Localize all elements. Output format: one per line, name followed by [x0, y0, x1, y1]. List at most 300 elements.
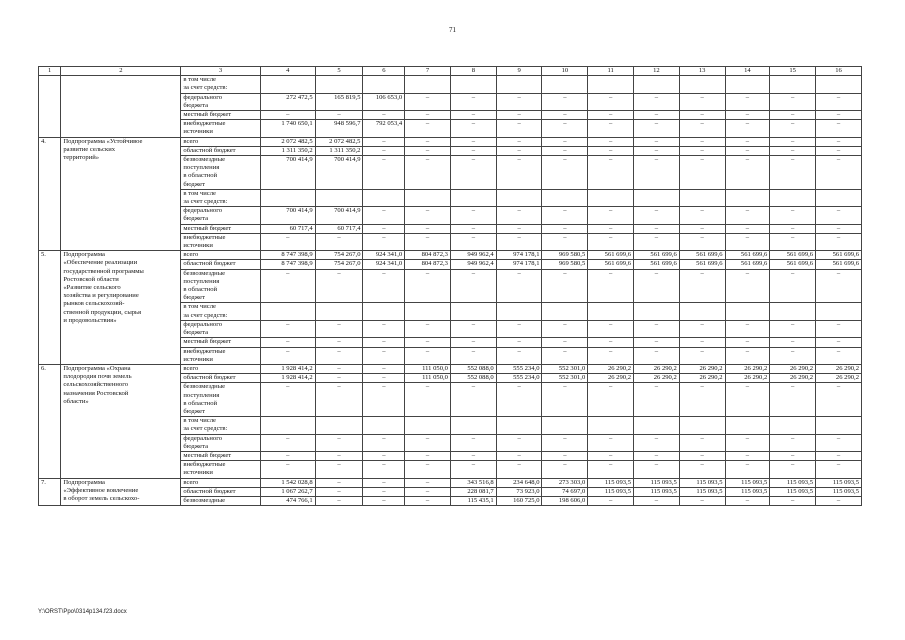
amount-cell: 1 740 650,1 — [260, 120, 315, 137]
amount-cell: 804 872,3 — [405, 251, 451, 260]
amount-cell: – — [405, 137, 451, 146]
amount-cell: – — [542, 120, 588, 137]
amount-cell: 561 699,6 — [816, 251, 862, 260]
amount-cell: – — [816, 347, 862, 364]
amount-cell: 2 072 482,5 — [315, 137, 363, 146]
amount-cell: 555 234,0 — [496, 374, 542, 383]
row-number-cell: 6. — [39, 364, 61, 478]
amount-cell: 60 717,4 — [315, 224, 363, 233]
amount-cell — [450, 417, 496, 434]
amount-cell: 228 081,7 — [450, 487, 496, 496]
amount-cell: – — [816, 224, 862, 233]
amount-cell — [450, 189, 496, 206]
funding-source-cell: внебюджетные источники — [181, 120, 260, 137]
amount-cell — [315, 189, 363, 206]
amount-cell: 115 093,5 — [816, 487, 862, 496]
amount-cell: – — [816, 93, 862, 110]
amount-cell: – — [770, 269, 816, 303]
amount-cell: 754 267,0 — [315, 251, 363, 260]
amount-cell: – — [816, 338, 862, 347]
amount-cell — [315, 303, 363, 320]
amount-cell — [363, 76, 405, 93]
amount-cell: 115 093,5 — [816, 478, 862, 487]
amount-cell: 561 699,6 — [588, 251, 634, 260]
amount-cell: 115 435,1 — [450, 496, 496, 505]
funding-source-cell: внебюджетные источники — [181, 233, 260, 250]
amount-cell: – — [405, 224, 451, 233]
amount-cell: – — [588, 137, 634, 146]
amount-cell: – — [770, 496, 816, 505]
amount-cell — [363, 303, 405, 320]
amount-cell: – — [634, 434, 680, 451]
amount-cell: – — [405, 338, 451, 347]
amount-cell: – — [542, 434, 588, 451]
amount-cell: – — [450, 338, 496, 347]
amount-cell: 948 596,7 — [315, 120, 363, 137]
amount-cell: – — [315, 320, 363, 337]
amount-cell — [679, 189, 725, 206]
amount-cell: – — [770, 146, 816, 155]
amount-cell: – — [363, 383, 405, 417]
amount-cell: – — [770, 347, 816, 364]
funding-source-cell: федерального бюджета — [181, 207, 260, 224]
amount-cell: – — [679, 207, 725, 224]
amount-cell — [260, 417, 315, 434]
amount-cell: – — [725, 156, 770, 190]
amount-cell: – — [363, 487, 405, 496]
amount-cell: – — [679, 156, 725, 190]
program-name-cell: Подпрограмма «Устойчивое развитие сельских территорий» — [61, 137, 181, 251]
amount-cell: – — [588, 224, 634, 233]
amount-cell: – — [542, 320, 588, 337]
amount-cell: 561 699,6 — [679, 251, 725, 260]
amount-cell: – — [679, 137, 725, 146]
funding-source-cell: областной бюджет — [181, 487, 260, 496]
amount-cell: 1 311 350,2 — [260, 146, 315, 155]
header-cell: 9 — [496, 67, 542, 76]
amount-cell: – — [496, 451, 542, 460]
amount-cell: 26 290,2 — [588, 364, 634, 373]
amount-cell: 234 648,0 — [496, 478, 542, 487]
amount-cell — [542, 303, 588, 320]
amount-cell: – — [679, 111, 725, 120]
amount-cell: – — [634, 320, 680, 337]
amount-cell: – — [363, 347, 405, 364]
amount-cell: 561 699,6 — [725, 260, 770, 269]
header-cell: 7 — [405, 67, 451, 76]
row-number-cell: 5. — [39, 251, 61, 365]
amount-cell — [816, 417, 862, 434]
row-number-cell — [39, 76, 61, 137]
amount-cell: 106 653,0 — [363, 93, 405, 110]
amount-cell: 561 699,6 — [588, 260, 634, 269]
amount-cell: 26 290,2 — [816, 364, 862, 373]
amount-cell: – — [679, 93, 725, 110]
amount-cell: – — [679, 224, 725, 233]
amount-cell: 974 178,1 — [496, 260, 542, 269]
amount-cell — [588, 189, 634, 206]
funding-source-cell: внебюджетные источники — [181, 347, 260, 364]
amount-cell: – — [405, 496, 451, 505]
funding-source-cell: в том числе за счет средств: — [181, 303, 260, 320]
amount-cell: 26 290,2 — [679, 374, 725, 383]
amount-cell — [816, 303, 862, 320]
amount-cell: – — [725, 269, 770, 303]
table-row — [39, 137, 862, 146]
amount-cell: – — [260, 233, 315, 250]
amount-cell: – — [588, 320, 634, 337]
amount-cell: – — [588, 496, 634, 505]
amount-cell: – — [260, 461, 315, 478]
amount-cell: – — [725, 451, 770, 460]
amount-cell: 754 267,0 — [315, 260, 363, 269]
amount-cell — [816, 189, 862, 206]
amount-cell: 552 301,0 — [542, 364, 588, 373]
amount-cell — [496, 189, 542, 206]
amount-cell: 115 093,5 — [634, 478, 680, 487]
amount-cell: – — [770, 93, 816, 110]
amount-cell: – — [450, 137, 496, 146]
amount-cell: 115 093,5 — [770, 487, 816, 496]
amount-cell: 1 542 028,8 — [260, 478, 315, 487]
amount-cell — [363, 189, 405, 206]
amount-cell: 111 050,0 — [405, 364, 451, 373]
amount-cell: – — [542, 383, 588, 417]
funding-source-cell: в том числе за счет средств: — [181, 76, 260, 93]
amount-cell: – — [816, 137, 862, 146]
amount-cell: – — [770, 224, 816, 233]
amount-cell: – — [816, 207, 862, 224]
amount-cell — [634, 76, 680, 93]
amount-cell: – — [679, 338, 725, 347]
amount-cell: 26 290,2 — [634, 374, 680, 383]
amount-cell: – — [260, 347, 315, 364]
amount-cell: 792 053,4 — [363, 120, 405, 137]
amount-cell: 26 290,2 — [634, 364, 680, 373]
amount-cell: 700 414,9 — [260, 156, 315, 190]
amount-cell — [634, 417, 680, 434]
funding-source-cell: местный бюджет — [181, 338, 260, 347]
amount-cell: – — [363, 156, 405, 190]
amount-cell: – — [770, 233, 816, 250]
amount-cell: – — [634, 146, 680, 155]
amount-cell: 115 093,5 — [588, 478, 634, 487]
funding-source-cell: местный бюджет — [181, 111, 260, 120]
amount-cell: – — [679, 347, 725, 364]
amount-cell: – — [363, 233, 405, 250]
amount-cell: – — [496, 434, 542, 451]
header-cell: 3 — [181, 67, 260, 76]
amount-cell: – — [260, 451, 315, 460]
header-cell: 12 — [634, 67, 680, 76]
amount-cell: 272 472,5 — [260, 93, 315, 110]
budget-table — [38, 66, 862, 506]
amount-cell: – — [542, 146, 588, 155]
funding-source-cell: внебюджетные источники — [181, 461, 260, 478]
amount-cell: 804 872,3 — [405, 260, 451, 269]
amount-cell: – — [363, 478, 405, 487]
funding-source-cell: всего — [181, 137, 260, 146]
amount-cell: – — [679, 120, 725, 137]
amount-cell: – — [679, 269, 725, 303]
amount-cell: – — [770, 451, 816, 460]
amount-cell — [725, 76, 770, 93]
amount-cell: – — [634, 338, 680, 347]
amount-cell: – — [405, 111, 451, 120]
program-name-cell — [61, 76, 181, 137]
amount-cell: – — [770, 137, 816, 146]
amount-cell: – — [588, 233, 634, 250]
funding-source-cell: областной бюджет — [181, 260, 260, 269]
amount-cell: – — [634, 461, 680, 478]
amount-cell: – — [450, 233, 496, 250]
amount-cell: 115 093,5 — [588, 487, 634, 496]
funding-source-cell: безвозмездные поступления в областной бюджет — [181, 269, 260, 303]
amount-cell: – — [634, 383, 680, 417]
header-cell: 1 — [39, 67, 61, 76]
amount-cell: – — [588, 461, 634, 478]
amount-cell: – — [725, 320, 770, 337]
amount-cell — [450, 76, 496, 93]
amount-cell: – — [542, 156, 588, 190]
amount-cell: – — [588, 434, 634, 451]
table-header-row — [39, 67, 862, 76]
amount-cell: – — [260, 111, 315, 120]
amount-cell: – — [363, 207, 405, 224]
amount-cell: – — [363, 374, 405, 383]
amount-cell: 561 699,6 — [634, 260, 680, 269]
amount-cell: – — [450, 451, 496, 460]
amount-cell: 1 311 350,2 — [315, 146, 363, 155]
amount-cell: 474 766,1 — [260, 496, 315, 505]
funding-source-cell: федерального бюджета — [181, 93, 260, 110]
amount-cell: – — [725, 120, 770, 137]
amount-cell: – — [496, 156, 542, 190]
amount-cell: – — [363, 137, 405, 146]
amount-cell: – — [496, 383, 542, 417]
amount-cell: 198 606,0 — [542, 496, 588, 505]
amount-cell: – — [634, 207, 680, 224]
amount-cell: 343 516,8 — [450, 478, 496, 487]
amount-cell: – — [816, 451, 862, 460]
amount-cell: – — [450, 383, 496, 417]
amount-cell: – — [405, 93, 451, 110]
amount-cell: 552 088,0 — [450, 364, 496, 373]
amount-cell: – — [363, 451, 405, 460]
header-cell: 5 — [315, 67, 363, 76]
amount-cell — [588, 76, 634, 93]
amount-cell — [770, 76, 816, 93]
amount-cell: 115 093,5 — [770, 478, 816, 487]
amount-cell: – — [450, 93, 496, 110]
amount-cell: 8 747 398,9 — [260, 251, 315, 260]
amount-cell: 552 301,0 — [542, 374, 588, 383]
amount-cell: 969 580,5 — [542, 260, 588, 269]
header-cell: 16 — [816, 67, 862, 76]
amount-cell: – — [405, 269, 451, 303]
amount-cell: – — [450, 320, 496, 337]
amount-cell: – — [679, 461, 725, 478]
header-cell: 11 — [588, 67, 634, 76]
amount-cell: – — [450, 461, 496, 478]
amount-cell: 26 290,2 — [770, 374, 816, 383]
amount-cell: – — [450, 207, 496, 224]
funding-source-cell: безвозмездные — [181, 496, 260, 505]
amount-cell: – — [405, 451, 451, 460]
amount-cell — [496, 417, 542, 434]
table-row — [39, 364, 862, 373]
amount-cell: 160 725,0 — [496, 496, 542, 505]
amount-cell: 115 093,5 — [634, 487, 680, 496]
amount-cell — [725, 417, 770, 434]
amount-cell: 2 072 482,5 — [260, 137, 315, 146]
amount-cell: 1 928 414,2 — [260, 364, 315, 373]
amount-cell — [725, 189, 770, 206]
amount-cell: – — [816, 233, 862, 250]
amount-cell: – — [725, 461, 770, 478]
amount-cell: – — [770, 120, 816, 137]
amount-cell: – — [634, 120, 680, 137]
budget-table-container — [38, 66, 862, 603]
amount-cell: 60 717,4 — [260, 224, 315, 233]
amount-cell: – — [496, 269, 542, 303]
file-path-footer: Y:\ORST\Ppo\0314p134.f23.docx — [38, 609, 127, 615]
amount-cell — [405, 189, 451, 206]
amount-cell: – — [725, 383, 770, 417]
amount-cell: – — [363, 320, 405, 337]
amount-cell: – — [315, 461, 363, 478]
amount-cell: 273 303,0 — [542, 478, 588, 487]
amount-cell: – — [363, 434, 405, 451]
amount-cell: – — [315, 434, 363, 451]
amount-cell: – — [363, 364, 405, 373]
amount-cell — [634, 303, 680, 320]
amount-cell: – — [405, 233, 451, 250]
amount-cell: – — [588, 383, 634, 417]
amount-cell: – — [770, 434, 816, 451]
amount-cell: 26 290,2 — [725, 374, 770, 383]
amount-cell: – — [405, 478, 451, 487]
amount-cell: – — [588, 93, 634, 110]
amount-cell: – — [315, 478, 363, 487]
amount-cell — [542, 417, 588, 434]
funding-source-cell: безвозмездные поступления в областной бюджет — [181, 383, 260, 417]
amount-cell: – — [450, 224, 496, 233]
amount-cell: – — [260, 434, 315, 451]
amount-cell — [315, 76, 363, 93]
amount-cell: – — [450, 434, 496, 451]
amount-cell — [634, 189, 680, 206]
amount-cell: – — [363, 224, 405, 233]
amount-cell: – — [679, 451, 725, 460]
funding-source-cell: местный бюджет — [181, 224, 260, 233]
amount-cell: – — [725, 338, 770, 347]
amount-cell — [542, 189, 588, 206]
amount-cell: – — [315, 233, 363, 250]
amount-cell: – — [725, 434, 770, 451]
header-cell: 14 — [725, 67, 770, 76]
amount-cell: – — [542, 269, 588, 303]
amount-cell: – — [816, 156, 862, 190]
amount-cell — [725, 303, 770, 320]
amount-cell: 552 088,0 — [450, 374, 496, 383]
amount-cell — [542, 76, 588, 93]
amount-cell: – — [363, 461, 405, 478]
amount-cell: – — [315, 383, 363, 417]
amount-cell: 949 962,4 — [450, 260, 496, 269]
funding-source-cell: областной бюджет — [181, 374, 260, 383]
amount-cell: 26 290,2 — [770, 364, 816, 373]
amount-cell: 700 414,9 — [315, 207, 363, 224]
amount-cell: – — [496, 146, 542, 155]
amount-cell: – — [542, 137, 588, 146]
amount-cell: – — [260, 383, 315, 417]
amount-cell — [405, 76, 451, 93]
amount-cell — [496, 303, 542, 320]
amount-cell: – — [315, 269, 363, 303]
amount-cell: – — [405, 146, 451, 155]
amount-cell: – — [542, 451, 588, 460]
amount-cell: 26 290,2 — [725, 364, 770, 373]
amount-cell — [363, 417, 405, 434]
amount-cell: – — [816, 111, 862, 120]
amount-cell: – — [542, 224, 588, 233]
amount-cell: – — [725, 93, 770, 110]
amount-cell: – — [496, 233, 542, 250]
amount-cell: – — [725, 233, 770, 250]
funding-source-cell: областной бюджет — [181, 146, 260, 155]
amount-cell: – — [588, 156, 634, 190]
amount-cell: – — [315, 487, 363, 496]
amount-cell: – — [588, 146, 634, 155]
funding-source-cell: всего — [181, 251, 260, 260]
amount-cell: – — [496, 111, 542, 120]
amount-cell — [260, 76, 315, 93]
amount-cell: 26 290,2 — [679, 364, 725, 373]
amount-cell: – — [816, 269, 862, 303]
program-name-cell: Подпрограмма «Обеспечение реализации государственной программы Ростовской области «Развитие сельского хозяйства и регулирование рынков сельскохозяй- ственной продукции, сырья и продовольствия» — [61, 251, 181, 365]
funding-source-cell: федерального бюджета — [181, 320, 260, 337]
amount-cell: 561 699,6 — [725, 251, 770, 260]
funding-source-cell: местный бюджет — [181, 451, 260, 460]
amount-cell: – — [496, 120, 542, 137]
amount-cell: – — [450, 269, 496, 303]
amount-cell: – — [496, 320, 542, 337]
amount-cell: – — [725, 207, 770, 224]
amount-cell: – — [405, 156, 451, 190]
amount-cell: 949 962,4 — [450, 251, 496, 260]
amount-cell: – — [725, 496, 770, 505]
amount-cell: – — [405, 347, 451, 364]
amount-cell: – — [679, 146, 725, 155]
amount-cell: – — [588, 347, 634, 364]
amount-cell — [770, 417, 816, 434]
amount-cell — [816, 76, 862, 93]
amount-cell: 115 093,5 — [725, 478, 770, 487]
amount-cell: – — [542, 207, 588, 224]
row-number-cell: 7. — [39, 478, 61, 506]
program-name-cell: Подпрограмма «Эффективное вовлечение в оборот земель сельскохо- — [61, 478, 181, 506]
program-name-cell: Подпрограмма «Охрана плодородия почв земель сельскохозяйственного назначения Ростовской области» — [61, 364, 181, 478]
amount-cell: 1 928 414,2 — [260, 374, 315, 383]
amount-cell: 924 341,0 — [363, 260, 405, 269]
funding-source-cell: в том числе за счет средств: — [181, 417, 260, 434]
amount-cell — [679, 76, 725, 93]
amount-cell — [588, 417, 634, 434]
amount-cell: 700 414,9 — [315, 156, 363, 190]
amount-cell: – — [405, 434, 451, 451]
amount-cell: 115 093,5 — [679, 487, 725, 496]
